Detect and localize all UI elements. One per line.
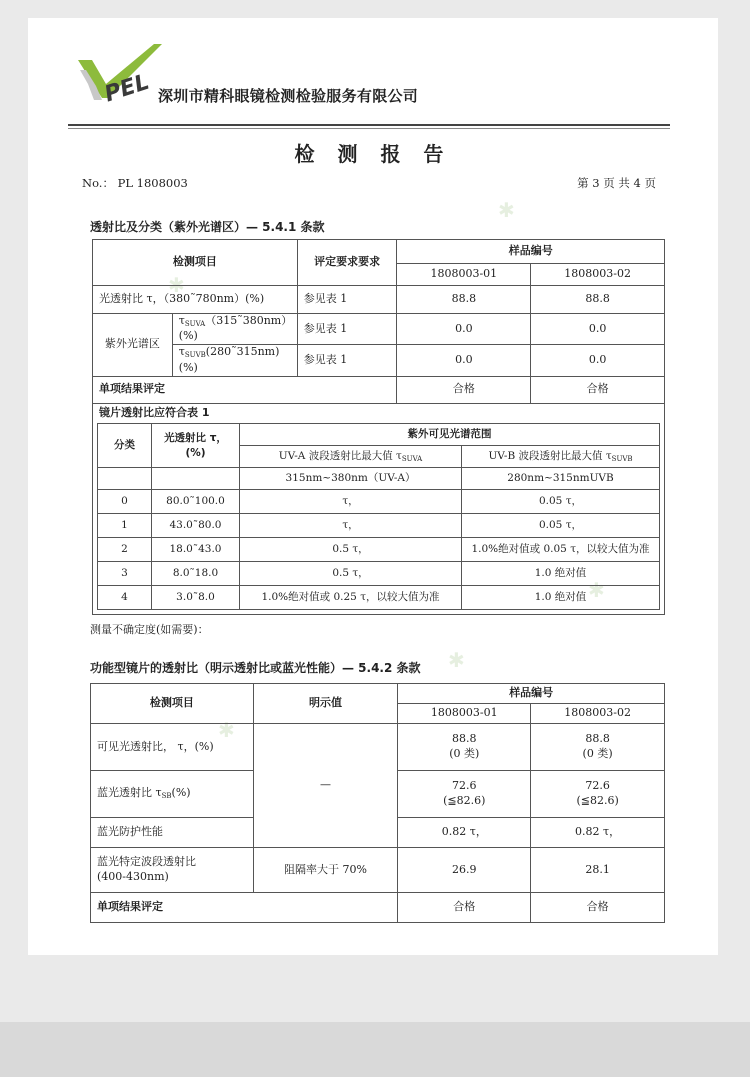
t1-uva: τ， (240, 490, 462, 514)
value-note: (0 类) (582, 747, 613, 760)
report-title: 检 测 报 告 (294, 142, 452, 166)
col-header-item: 检测项目 (93, 240, 298, 286)
col-header-claim: 明示值 (253, 684, 398, 724)
header-rule (68, 124, 670, 126)
t1-header-class: 分类 (98, 424, 152, 468)
t1-trans: 18.0˜43.0 (152, 538, 240, 562)
row-value: 0.0 (531, 345, 665, 376)
col-header-item: 检测项目 (91, 684, 254, 724)
verdict-value: 合格 (531, 376, 665, 403)
t1-class: 2 (98, 538, 152, 562)
classification-table (97, 423, 660, 610)
sample-id: 1808003-01 (397, 264, 531, 286)
row-label (172, 314, 297, 345)
t1-class: 1 (98, 514, 152, 538)
t1-class: 4 (98, 586, 152, 610)
t1-trans: 80.0˜100.0 (152, 490, 240, 514)
row-value: 26.9 (398, 848, 531, 893)
t1-header-uvb (462, 446, 660, 468)
row-requirement: 参见表 1 (297, 286, 397, 314)
report-number: No.： PL 1808003 (82, 176, 188, 190)
t1-empty (98, 468, 152, 490)
label-text: 蓝光透射比 τ (97, 786, 162, 800)
uvb-header-sub: SUVB (611, 454, 633, 463)
t1-trans: 8.0˜18.0 (152, 562, 240, 586)
col-header-requirement: 评定要求要求 (297, 240, 397, 286)
section1-title: 透射比及分类（紫外光谱区）— 5.4.1 条款 (90, 220, 325, 234)
label-line: 蓝光特定波段透射比 (97, 855, 196, 869)
t1-uva-range: 315nm~380nm（UV-A） (240, 468, 462, 490)
t1-empty (152, 468, 240, 490)
tau-subscript: SUVA (184, 320, 206, 328)
verdict-value: 合格 (398, 893, 531, 923)
tau-subscript: SUVB (184, 351, 206, 360)
table1-caption: 镜片透射比应符合表 1 (93, 403, 665, 423)
watermark-mark: ✱ (498, 198, 515, 222)
tau-symbol: τ (178, 314, 185, 327)
t1-class: 3 (98, 562, 152, 586)
watermark-mark: ✱ (588, 578, 605, 602)
row-value: 0.0 (397, 345, 531, 376)
t1-header-uva (240, 446, 462, 468)
row-label (91, 771, 254, 818)
row-value: 88.8 (397, 286, 531, 314)
t1-uvb: 1.0%绝对值或 0.05 τ，以较大值为准 (462, 538, 660, 562)
uncertainty-note: 测量不确定度(如需要)： (90, 623, 209, 636)
tau-symbol: τ (178, 345, 185, 359)
sample-id: 1808003-02 (531, 704, 665, 724)
row-value (531, 771, 665, 818)
verdict-value: 合格 (531, 893, 665, 923)
table1-container (93, 423, 665, 615)
t1-trans: 43.0˜80.0 (152, 514, 240, 538)
range-text: (280˜315nm) (%) (178, 345, 280, 374)
page-indicator: 第 3 页 共 4 页 (577, 176, 656, 190)
uvb-header-text: UV-B 波段透射比最大值 τ (488, 449, 612, 462)
uva-header-text: UV-A 波段透射比最大值 τ (278, 449, 402, 462)
row-label: 蓝光防护性能 (91, 818, 254, 848)
t1-uvb: 0.05 τ， (462, 514, 660, 538)
row-value: 28.1 (531, 848, 665, 893)
t1-uva: 0.5 τ， (240, 538, 462, 562)
t1-uvb: 1.0 绝对值 (462, 586, 660, 610)
sample-id: 1808003-01 (398, 704, 531, 724)
report-page (28, 18, 718, 955)
t1-header-trans: 光透射比 τ，(%) (152, 424, 240, 468)
watermark-mark: ✱ (448, 648, 465, 672)
value-note: (≦82.6) (443, 794, 486, 807)
row-label (172, 345, 297, 376)
row-label: 可见光透射比， τ，(%) (91, 724, 254, 771)
t1-uva: τ， (240, 514, 462, 538)
row-claim: 阻隔率大于 70% (253, 848, 398, 893)
label-unit: (%) (171, 786, 191, 800)
verdict-label: 单项结果评定 (91, 893, 398, 923)
value-main: 88.8 (585, 732, 610, 746)
t1-uva: 0.5 τ， (240, 562, 462, 586)
header-rule-thin (68, 128, 670, 129)
t1-uva: 1.0%绝对值或 0.25 τ，以较大值为准 (240, 586, 462, 610)
watermark-mark: ✱ (218, 718, 235, 742)
label-line: (400-430nm) (97, 870, 169, 883)
t1-header-range: 紫外可见光谱范围 (240, 424, 660, 446)
row-value: 0.82 τ， (398, 818, 531, 848)
functional-lens-table (90, 683, 665, 923)
row-value: 0.0 (397, 314, 531, 345)
t1-class: 0 (98, 490, 152, 514)
t1-uvb: 0.05 τ， (462, 490, 660, 514)
section2-title: 功能型镜片的透射比（明示透射比或蓝光性能）— 5.4.2 条款 (90, 661, 421, 675)
value-main: 72.6 (452, 779, 477, 793)
t1-trans: 3.0˜8.0 (152, 586, 240, 610)
label-subscript: SB (161, 792, 172, 801)
value-note: (0 类) (449, 747, 480, 760)
col-header-sample: 样品编号 (397, 240, 665, 264)
row-value: 0.0 (531, 314, 665, 345)
value-note: (≦82.6) (576, 794, 619, 807)
row-value (398, 724, 531, 771)
value-main: 72.6 (585, 779, 610, 793)
t1-uvb-range: 280nm~315nmUVB (462, 468, 660, 490)
row-value (398, 771, 531, 818)
row-value: 0.82 τ， (531, 818, 665, 848)
value-main: 88.8 (452, 732, 477, 746)
row-label (91, 848, 254, 893)
logo-letters: PEL (101, 69, 153, 108)
company-logo (76, 40, 162, 110)
range-text: （315˜380nm）(%) (178, 314, 293, 343)
sample-id: 1808003-02 (531, 264, 665, 286)
verdict-label: 单项结果评定 (93, 376, 397, 403)
uva-header-sub: SUVA (401, 454, 423, 463)
col-header-sample: 样品编号 (398, 684, 665, 704)
verdict-value: 合格 (397, 376, 531, 403)
row-group-label: 紫外光谱区 (93, 314, 173, 377)
company-name: 深圳市精科眼镜检测检验服务有限公司 (158, 87, 419, 105)
row-requirement: 参见表 1 (297, 345, 397, 376)
t1-uvb: 1.0 绝对值 (462, 562, 660, 586)
row-value: 88.8 (531, 286, 665, 314)
row-requirement: 参见表 1 (297, 314, 397, 345)
claim-merged: — (253, 724, 398, 848)
row-value (531, 724, 665, 771)
uv-transmittance-table (92, 239, 665, 615)
bottom-band (0, 1022, 750, 1077)
row-label: 光透射比 τ，（380˜780nm）(%) (93, 286, 298, 314)
watermark-mark: ✱ (168, 273, 185, 297)
